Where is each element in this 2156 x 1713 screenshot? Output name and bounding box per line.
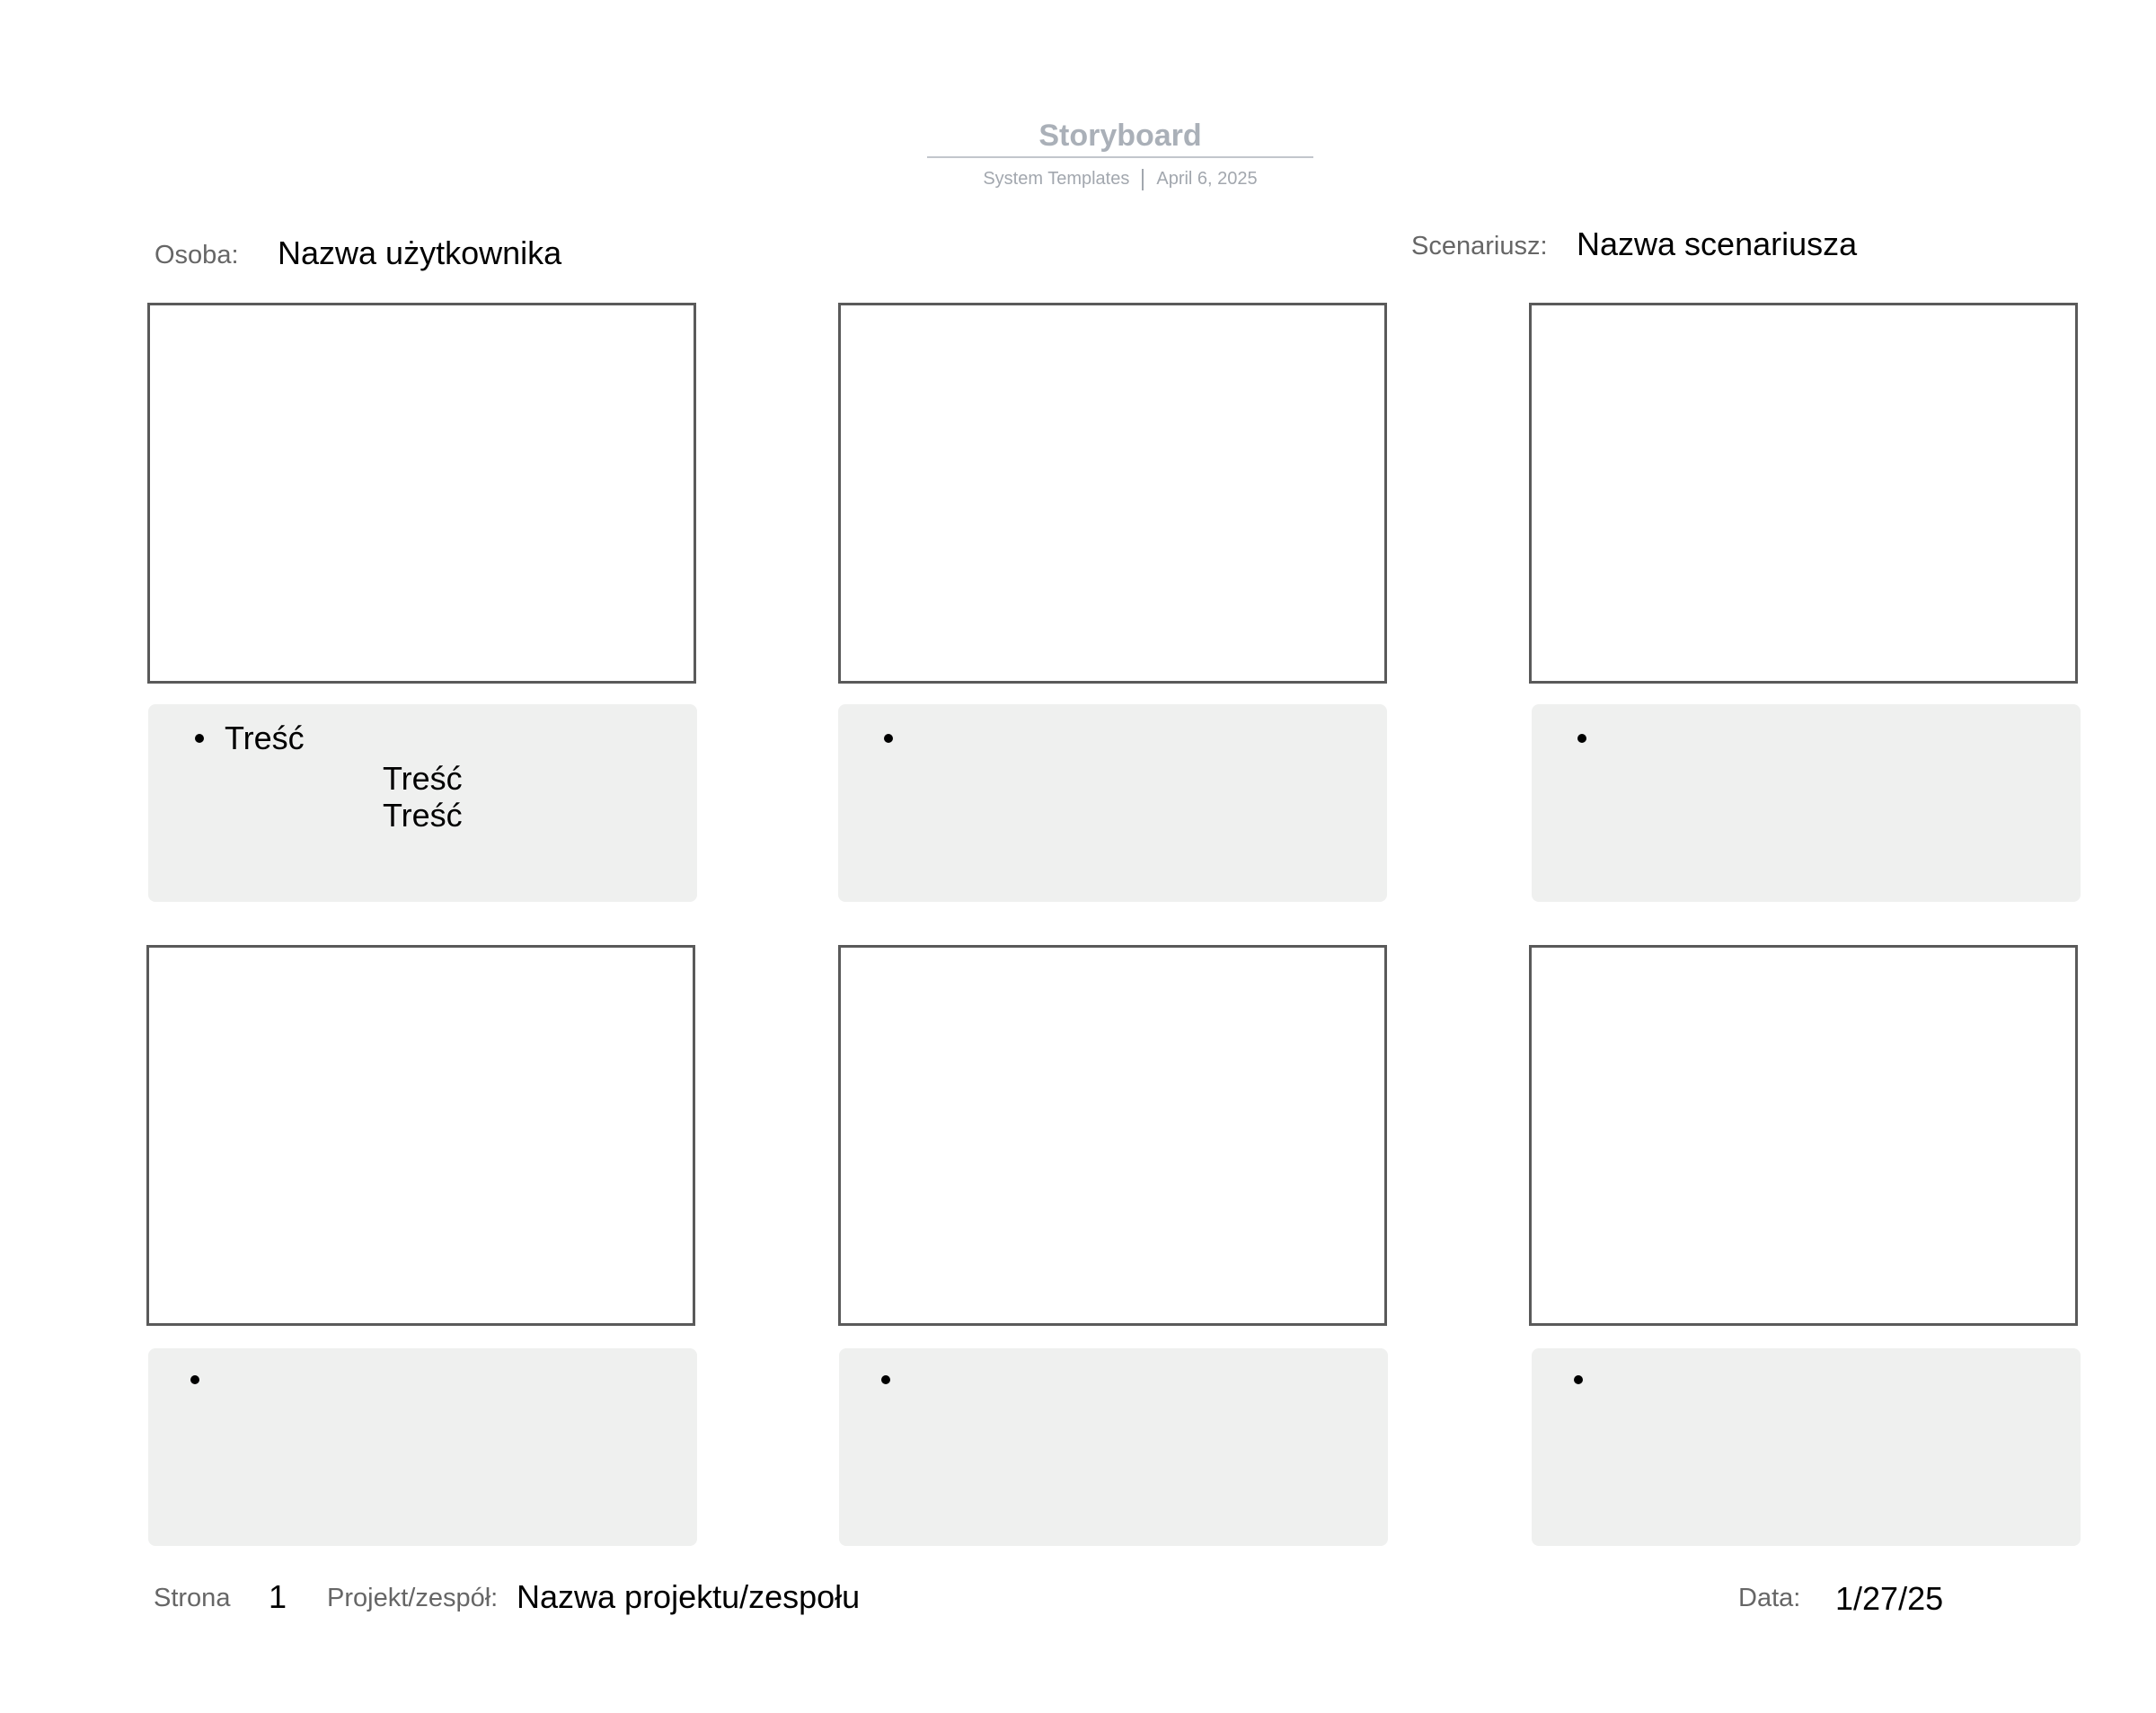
storyboard-frame-5[interactable]: [838, 945, 1387, 1326]
storyboard-frame-2[interactable]: [838, 303, 1387, 684]
page-label: Strona: [154, 1584, 231, 1612]
meta-separator: [1142, 169, 1144, 190]
storyboard-frame-1[interactable]: [147, 303, 696, 684]
bullet-point: [881, 1375, 890, 1384]
document-title: Storyboard: [1038, 119, 1202, 153]
persona-value[interactable]: Nazwa użytkownika: [278, 234, 562, 271]
panel-notes-6[interactable]: [1532, 1348, 2081, 1546]
title-divider: [927, 156, 1313, 158]
storyboard-frame-3[interactable]: [1529, 303, 2078, 684]
bullet-point: [1574, 1375, 1583, 1384]
document-meta: [927, 165, 1313, 192]
date-value[interactable]: 1/27/25: [1835, 1580, 1944, 1617]
panel-note-text: Treść: [225, 720, 305, 756]
bullet-point: [884, 734, 893, 743]
bullet-point: [190, 1375, 199, 1384]
storyboard-frame-4[interactable]: [146, 945, 695, 1326]
panel-notes-3[interactable]: [1532, 704, 2081, 902]
scenario-value[interactable]: Nazwa scenariusza: [1577, 225, 1858, 262]
storyboard-frame-6[interactable]: [1529, 945, 2078, 1326]
template-date: April 6, 2025: [1156, 169, 1258, 189]
panel-notes-2[interactable]: [838, 704, 1387, 902]
date-label: Data:: [1738, 1584, 1801, 1612]
scenario-label: Scenariusz:: [1411, 232, 1548, 260]
bullet-point: [195, 734, 204, 743]
persona-label: Osoba:: [155, 241, 239, 269]
panel-note-subline: Treść: [383, 797, 463, 834]
panel-notes-5[interactable]: [839, 1348, 1388, 1546]
project-value[interactable]: Nazwa projektu/zespołu: [517, 1578, 861, 1615]
page-number[interactable]: 1: [269, 1578, 287, 1615]
panel-notes-1[interactable]: [148, 704, 697, 902]
project-label: Projekt/zespół:: [327, 1584, 499, 1612]
bullet-point: [1577, 734, 1586, 743]
panel-notes-4[interactable]: [148, 1348, 697, 1546]
panel-note-subline: Treść: [383, 760, 463, 797]
template-source: System Templates: [983, 169, 1130, 189]
